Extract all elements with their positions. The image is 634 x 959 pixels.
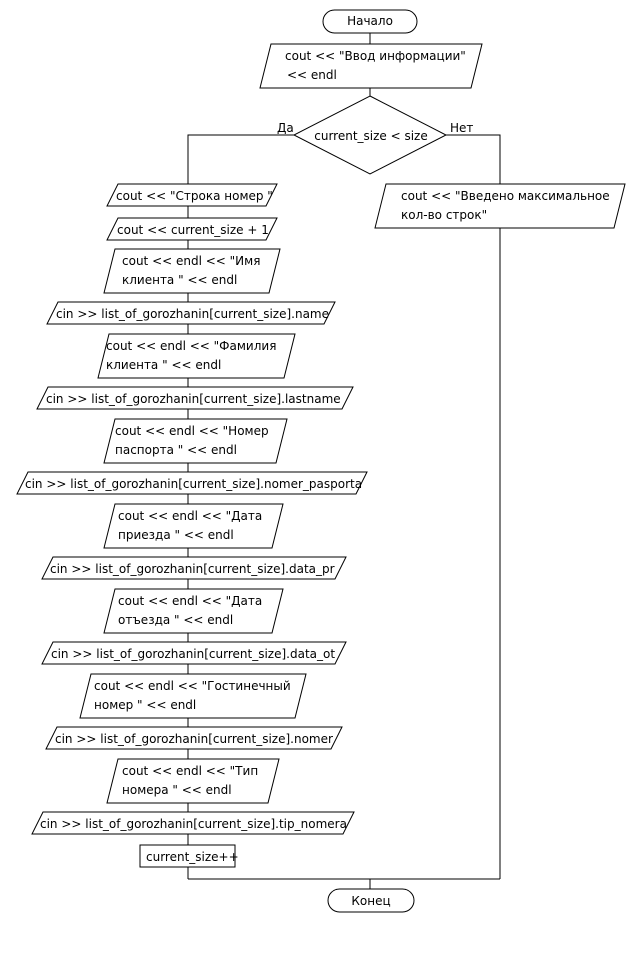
step-text-line: cin >> list_of_gorozhanin[current_size].data_pr [50,562,335,576]
decision-label: current_size < size [314,129,428,143]
no-branch-label: Нет [450,121,474,135]
step-text-line: номер " << endl [94,698,197,712]
step-text-line: cout << endl << "Дата [118,594,263,608]
io-step [107,759,279,803]
io-step [104,249,280,293]
io-step [107,184,277,206]
step-text-line: cout << "Строка номер " [116,189,273,203]
decision-current-size [294,96,446,174]
no-branch-line-1: cout << "Введено максимальное [401,189,610,203]
step-text-line: current_size++ [146,850,239,864]
step-text-line: cin >> list_of_gorozhanin[current_size].lastname [46,392,341,406]
io-step [42,642,346,664]
step-text-line: отъезда " << endl [118,613,234,627]
step-text-line: cout << endl << "Тип [122,764,259,778]
step-text-line: cout << endl << "Номер [115,424,269,438]
step-text-line: cin >> list_of_gorozhanin[current_size].nomer_pasporta [25,477,363,491]
io-step [104,504,283,548]
step-text-line: клиента " << endl [106,358,222,372]
step-text-line: паспорта " << endl [115,443,237,457]
io-step [37,387,353,409]
io-step [104,419,287,463]
io-step [17,472,367,494]
step-text-line: cin >> list_of_gorozhanin[current_size].nomer [55,732,333,746]
yes-branch-steps [17,184,367,867]
start-terminator [323,10,417,33]
step-text-line: cin >> list_of_gorozhanin[current_size].tip_nomera [40,817,347,831]
step-text-line: cout << endl << "Фамилия [106,339,277,353]
io-step [47,302,335,324]
header-output [260,44,482,88]
io-step [104,589,283,633]
no-branch-output [375,184,625,228]
step-text-line: cout << endl << "Имя [122,254,261,268]
connector-yes-branch [188,135,294,184]
step-text-line: cout << endl << "Гостинечный [94,679,291,693]
io-step [46,727,342,749]
step-text-line: cout << current_size + 1 [117,223,269,237]
no-branch-line-2: кол-во строк" [401,208,488,222]
step-text-line: клиента " << endl [122,273,238,287]
io-step [42,557,346,579]
step-text-line: cin >> list_of_gorozhanin[current_size].data_ot [51,647,336,661]
io-step [32,812,354,834]
process-step [140,845,239,867]
step-text-line: номера " << endl [122,783,232,797]
io-step [107,218,277,240]
io-step [98,334,295,378]
start-label: Начало [347,14,393,28]
connector-no-branch [446,135,500,879]
header-line-1: cout << "Ввод информации" [285,49,466,63]
step-text-line: cin >> list_of_gorozhanin[current_size].name [56,307,330,321]
step-text-line: приезда " << endl [118,528,234,542]
io-step [80,674,306,718]
yes-branch-label: Да [277,121,294,135]
end-label: Конец [351,894,391,908]
end-terminator [328,889,414,912]
header-line-2: << endl [287,68,337,82]
step-text-line: cout << endl << "Дата [118,509,263,523]
